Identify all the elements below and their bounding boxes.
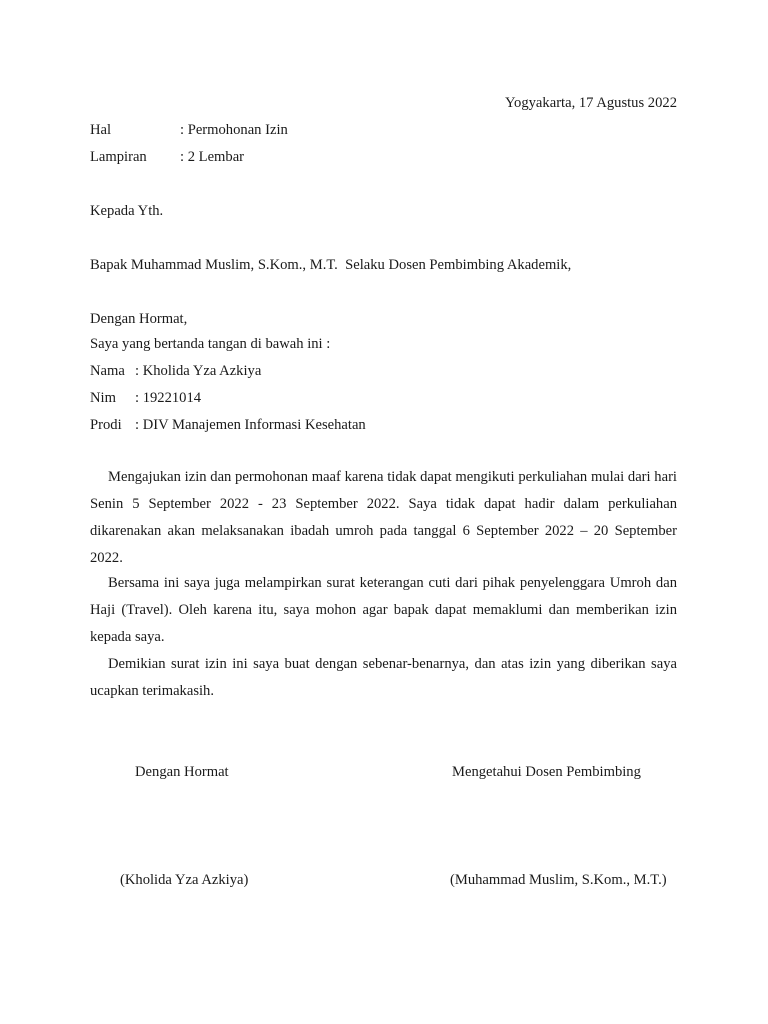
prodi-label: Prodi [90,417,122,433]
greeting: Dengan Hormat, [90,311,188,327]
signature-left-title: Dengan Hormat [135,764,229,780]
kepada-yth: Kepada Yth. [90,203,164,219]
intro-line: Saya yang bertanda tangan di bawah ini : [90,336,331,352]
lampiran-label: Lampiran [90,149,147,165]
signature-right-title: Mengetahui Dosen Pembimbing [452,764,641,780]
prodi-value: : DIV Manajemen Informasi Kesehatan [135,417,366,433]
body-paragraph-3: Demikian surat izin ini saya buat dengan sebenar-benarnya, dan atas izin yang diberikan saya ucapkan terimakasih. [90,656,677,699]
signature-left-name: (Kholida Yza Azkiya) [120,872,249,888]
place-date: Yogyakarta, 17 Agustus 2022 [504,95,677,111]
hal-value: : Permohonan Izin [180,122,288,138]
signature-right-name: (Muhammad Muslim, S.Kom., M.T.) [450,872,667,888]
hal-label: Hal [90,122,112,138]
nama-label: Nama [90,363,125,379]
nama-value: : Kholida Yza Azkiya [135,363,262,379]
body-paragraph-1: Mengajukan izin dan permohonan maaf karena tidak dapat mengikuti perkuliahan mulai dari hari Senin 5 September 2022 - 23 September 2022. Saya tidak dapat hadir dalam perkuliahan dikarenakan akan melaksanakan ibadah umroh pada tanggal 6 September 2022 – 20 September 2022. [90,469,677,566]
body-paragraph-2: Bersama ini saya juga melampirkan surat keterangan cuti dari pihak penyelenggara Umroh dan Haji (Travel). Oleh karena itu, saya mohon agar bapak dapat memaklumi dan memberikan izin kepada saya. [90,575,677,645]
lampiran-value: : 2 Lembar [180,149,245,165]
nim-value: : 19221014 [135,390,202,406]
recipient-line: Bapak Muhammad Muslim, S.Kom., M.T. Selaku Dosen Pembimbing Akademik, [90,257,572,273]
nim-label: Nim [90,390,116,406]
